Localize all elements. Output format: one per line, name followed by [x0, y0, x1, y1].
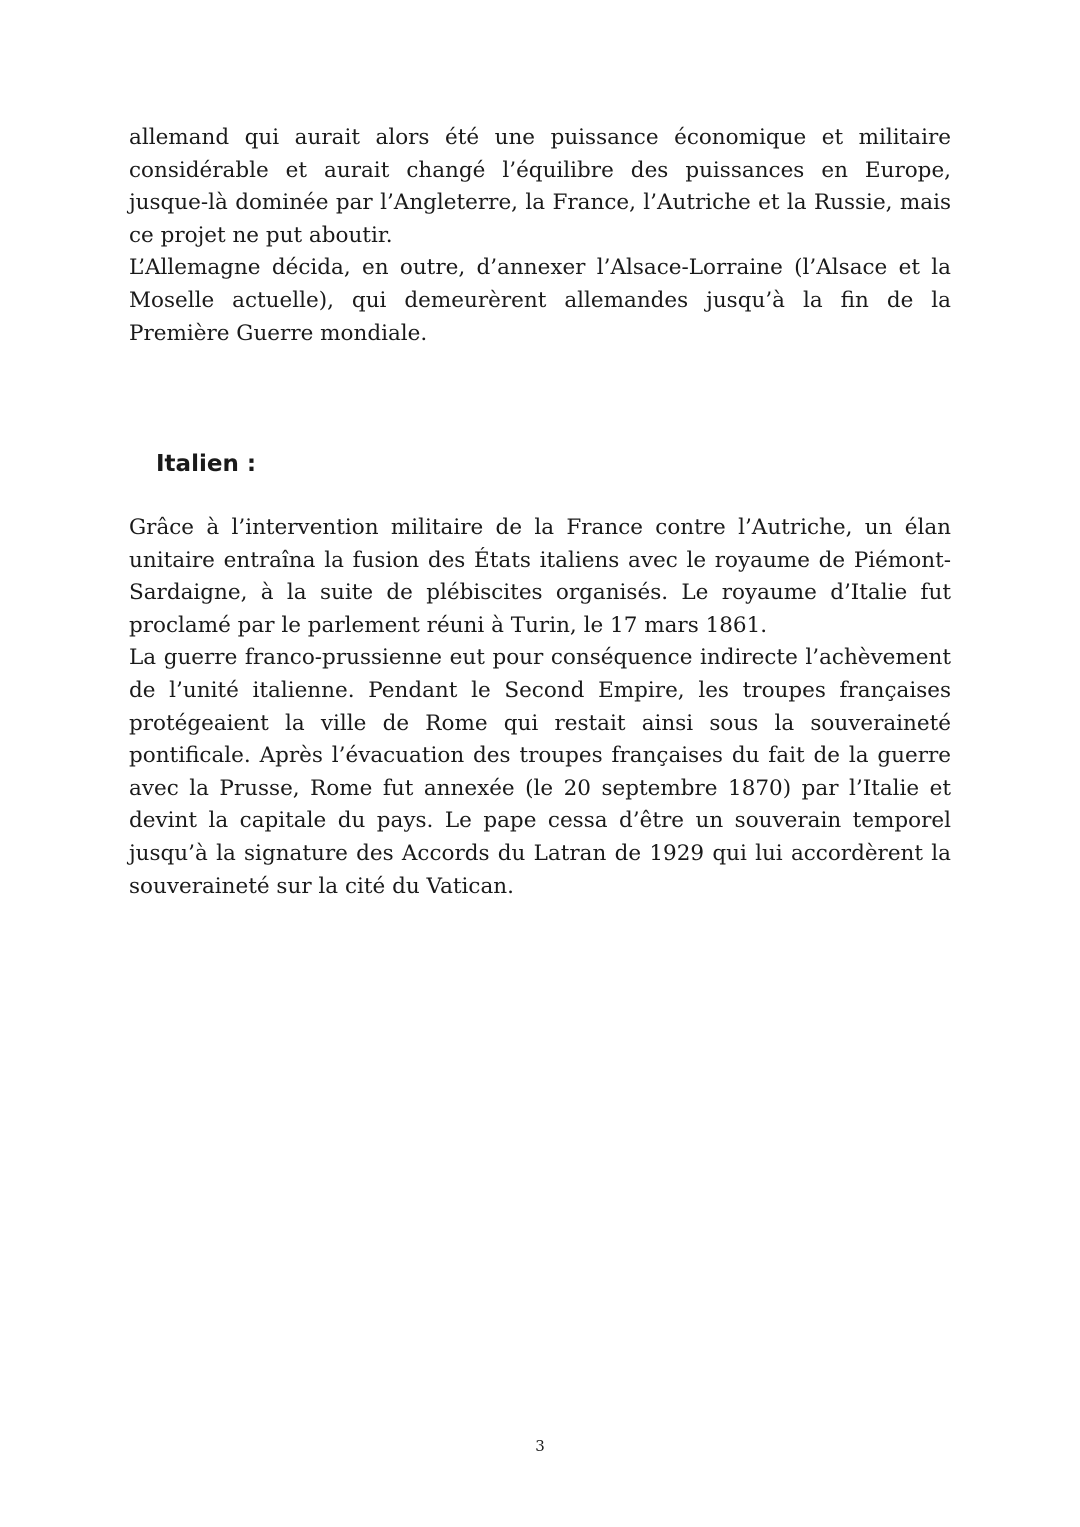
section-heading-italien: Italien : — [156, 451, 257, 477]
paragraph-alsace-lorraine: L’Allemagne décida, en outre, d’annexer l’Alsace-Lorraine (l’Alsace et la Moselle actuelle), qui demeurèrent allemandes jusqu’à la fin de la Première Guerre mondiale. — [129, 255, 951, 346]
paragraph-rome-annexation: La guerre franco-prussienne eut pour conséquence indirecte l’achèvement de l’unité italienne. Pendant le Second Empire, les troupes françaises protégeaient la ville de Rome qui restait ainsi sous la souveraineté pontificale. Après l’évacuation des troupes françaises du fait de la guerre avec la Prusse, Rome fut annexée (le 20 septembre 1870) par l’Italie et devint la capitale du pays. Le pape cessa d’être un souverain temporel jusqu’à la signature des Accords du Latran de 1929 qui lui accordèrent la souveraineté sur la cité du Vatican. — [129, 645, 951, 899]
paragraph-germany-power: allemand qui aurait alors été une puissance économique et militaire considérable et aurait changé l’équilibre des puissances en Europe, jusque-là dominée par l’Angleterre, la France, l’Autriche et la Russie, mais ce projet ne put aboutir. — [129, 125, 951, 248]
italien-section-body — [129, 512, 951, 903]
page-number: 3 — [535, 1437, 545, 1455]
continued-section-body — [129, 122, 951, 350]
paragraph-italian-unification: Grâce à l’intervention militaire de la France contre l’Autriche, un élan unitaire entraîna la fusion des États italiens avec le royaume de Piémont-Sardaigne, à la suite de plébiscites organisés. Le royaume d’Italie fut proclamé par le parlement réuni à Turin, le 17 mars 1861. — [129, 515, 951, 638]
